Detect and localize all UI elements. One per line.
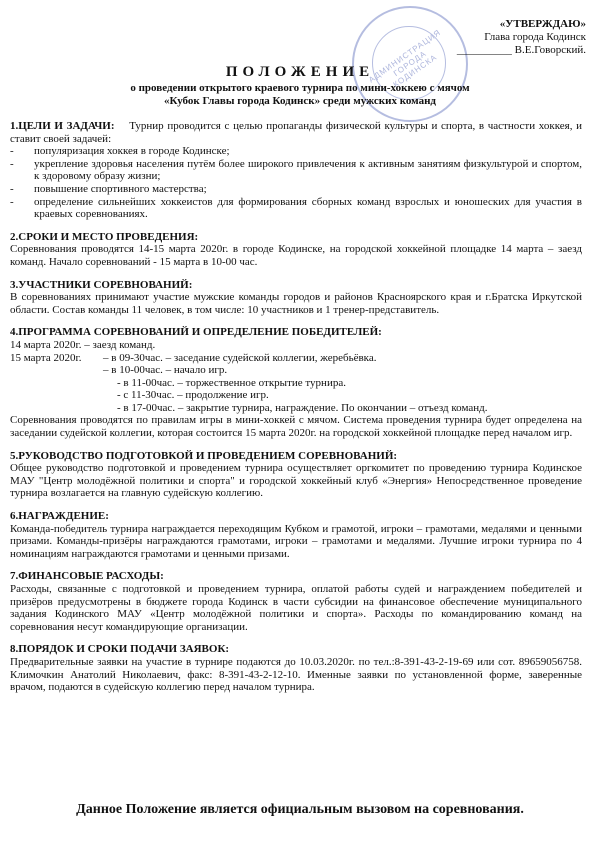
section-applications-text: Предварительные заявки на участие в турнире подаются до 10.03.2020г. по тел.:8-391-43-2-19-69 или сот. 89659056758. Климочкин Анатолий Николаевич, факс: 8-391-43-2-12-10. Именные заявки по установленной форме, заверенные врачом, подаются в судейскую коллегию перед началом турнира. (10, 655, 582, 694)
section-applications-title: 8.ПОРЯДОК И СРОКИ ПОДАЧИ ЗАЯВОК: (10, 643, 230, 656)
document-title: ПОЛОЖЕНИЕ (225, 64, 375, 80)
section-applications (10, 643, 582, 693)
program-item: - в 11-00час. – торжественное открытие турнира. (117, 376, 346, 389)
section-management (10, 450, 582, 500)
program-day-2 (10, 352, 582, 415)
goals-list (10, 145, 582, 221)
list-item: - определение сильнейших хоккеистов для формирования сборных команд взрослых и юношеских для участия в краевых соревнованиях. (10, 196, 582, 221)
section-program-title: 4.ПРОГРАММА СОРЕВНОВАНИЙ И ОПРЕДЕЛЕНИЕ ПОБЕДИТЕЛЕЙ: (10, 326, 382, 339)
subtitle-line-1: о проведении открытого краевого турнира по мини-хоккею с мячом (130, 82, 470, 94)
approval-position: Глава города Кодинск (484, 31, 586, 43)
document-subtitle (0, 82, 600, 108)
program-item: – в 10-00час. – начало игр. (103, 364, 228, 377)
section-participants-text: В соревнованиях принимают участие мужские команды городов и районов Красноярского края и г.Братска Иркутской области. Состав команды 11 человек, в том числе: 10 участников и 1 тренер-представитель. (10, 291, 582, 316)
program-day-2-items (103, 352, 487, 415)
section-participants (10, 279, 582, 317)
list-item: - популяризация хоккея в городе Кодинске; (10, 145, 582, 158)
program-item: - с 11-30час. – продолжение игр. (117, 389, 269, 402)
list-item: - повышение спортивного мастерства; (10, 183, 582, 196)
program-day-1: 14 марта 2020г. – заезд команд. (10, 338, 156, 351)
program-item: - в 17-00час. – закрытие турнира, награждение. По окончании – отъезд команд. (117, 401, 488, 414)
section-participants-title: 3.УЧАСТНИКИ СОРЕВНОВАНИЙ: (10, 278, 193, 291)
section-dates-text: Соревнования проводятся 14-15 марта 2020г. в городе Кодинске, на городской хоккейной площадке 14 марта – заезд команд. Начало соревнований - 15 марта в 10-00 час. (10, 243, 582, 268)
section-management-text: Общее руководство подготовкой и проведением турнира осуществляет оргкомитет по проведению турнира Кодинское МАУ "Центр молодёжной политики и спорта" и городской хоккейный клуб «Энергия» Непосредственное проведение турнира возлагается на главную судейскую коллегию. (10, 462, 582, 500)
section-program-text: Соревнования проводятся по правилам игры в мини-хоккей с мячом. Система проведения турнира будет определена на заседании судейской коллегии, которая состоится 15 марта 2020г. на городской хоккейной площадке перед началом игр. (10, 414, 582, 440)
section-management-title: 5.РУКОВОДСТВО ПОДГОТОВКОЙ И ПРОВЕДЕНИЕМ СОРЕВНОВАНИЙ: (10, 449, 398, 462)
section-awards-title: 6.НАГРАЖДЕНИЕ: (10, 510, 109, 523)
section-finance-text: Расходы, связанные с подготовкой и проведением турнира, оплатой работы судей и награждением победителей и призёров предусмотрены в бюджете города Кодинск в части субсидии на финансовое обеспечение муниципального задания Кодинского МАУ «Центр молодёжной политики и спорта». Расходы по командированию команд на соревнования несут командирующие организации. (10, 583, 582, 633)
approval-signature: __________ В.Е.Говорский. (456, 44, 586, 56)
section-goals-title: 1.ЦЕЛИ И ЗАДАЧИ: (10, 120, 115, 132)
approval-heading: «УТВЕРЖДАЮ» (499, 18, 586, 30)
program-item: – в 09-30час. – заседание судейской коллегии, жеребьёвка. (103, 351, 377, 364)
program-day-2-date: 15 марта 2020г. (10, 351, 82, 364)
stamp-text: АДМИНИСТРАЦИЯ ГОРОДА КОДИНСКА (367, 27, 443, 90)
section-finance (10, 570, 582, 633)
section-dates (10, 231, 582, 269)
final-note: Данное Положение является официальным вызовом на соревнования. (76, 802, 524, 817)
section-goals (10, 120, 582, 221)
list-item: - укрепление здоровья населения путём более широкого привлечения к активным занятиям физкультурой и спортом, к здоровому образу жизни; (10, 158, 582, 183)
subtitle-line-2: «Кубок Главы города Кодинск» среди мужских команд (164, 95, 436, 107)
section-awards (10, 510, 582, 560)
section-goals-intro (10, 120, 582, 145)
section-program (10, 326, 582, 439)
document-body (10, 120, 582, 704)
section-awards-text: Команда-победитель турнира награждается переходящим Кубком и грамотой, игроки – грамотами, медалями и ценными призами. Команды-призёры награждаются грамотами, игроки – грамотами и медалями. Лучшие игроки турнира по 4 номинациям награждаются грамотами и ценными призами. (10, 522, 582, 560)
section-finance-title: 7.ФИНАНСОВЫЕ РАСХОДЫ: (10, 570, 164, 583)
approval-block (457, 18, 586, 57)
section-dates-title: 2.СРОКИ И МЕСТО ПРОВЕДЕНИЯ: (10, 230, 199, 243)
section-goals-text: Турнир проводится с целью пропаганды физической культуры и спорта, в частности хоккея, и ставит своей задачей: (10, 120, 583, 145)
